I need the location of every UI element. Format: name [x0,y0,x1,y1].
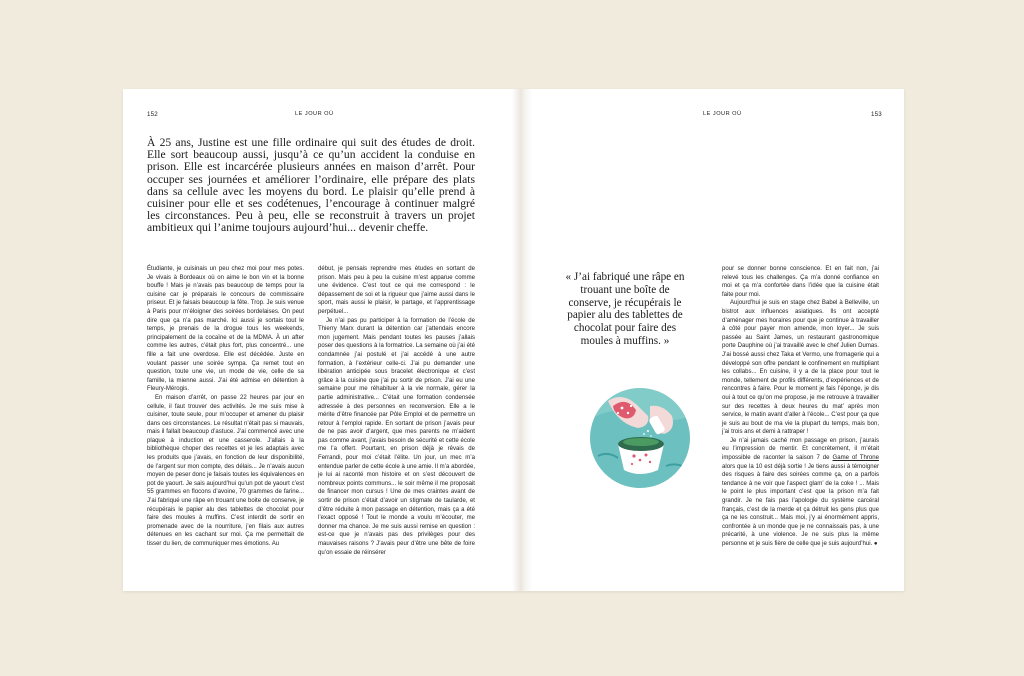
running-head-right: LE JOUR OÙ [703,111,742,117]
running-head-left: LE JOUR OÙ [295,111,334,117]
paragraph: En maison d’arrêt, on passe 22 heures par jour en cellule, il faut trouver des activités. Je me suis mise à cuisiner, toute seule, pour m’occuper et amener du plaisir dans ces circonstances. Le résultat n’était pas si mauvais, mais il fallait beaucoup d’astuce. J’ai commencé avec une plaque à induction et une casserole. J’allais à la bibliothèque choper des recettes et je les adaptais avec les produits que j’avais, en fonction de leur disponibilité, de l’argent sur mon compte, des délais... Je n’avais aucun moyen de peser donc je faisais toutes les équivalences en pot de yaourt. Je sais aujourd’hui qu’un pot de yaourt c’est 55 grammes en flocons d’avoine, 70 grammes de farine... J’ai fabriqué une râpe en trouant une boite de conserve, je récupérais le papier alu des tablettes de chocolat pour faire des moules à muffins. C’est interdit de sortir en promenade avec de la nourriture, j’en filais aux autres détenues en les cachant sur moi. Ça me permettait de tisser du lien, de communiquer mes émotions. Au [147,394,304,547]
paragraph: début, je pensais reprendre mes études en sortant de prison. Mais peu à peu la cuisine m’est apparue comme une évidence. C’est tout ce qui me correspond : le dépassement de soi et la rigueur que j’aime aussi dans le sport, mais aussi le plaisir, le partage, et l’apprentissage perpétuel... [318,266,475,315]
paragraph: Je n’ai pas pu participer à la formation de l’école de Thierry Marx durant la détention car j’attendais encore mon jugement. Mais pendant toutes les pauses j’allais poser des questions à la formatrice. La semaine où j’ai été condamnée j’ai postulé et j’ai accédé à une autre formation, à l’extérieur celle-ci. J’ai pu demander une libération anticipée sous bracelet électronique et c’est grâce à la cuisine que j’ai pu sortir de prison. J’ai eu une semaine pour me réhabituer à la vie normale, gérer la partie administrative... C’était une formation condensée adressée à des personnes en reconversion. Elle a le mérite d’être financée par Pôle Emploi et de permettre un retour à l’emploi rapide. En sortant de prison j’avais peur de ne pas avoir d’argent, que mes parents ne m’aident pas comme avant, j’avais besoin de sécurité et cette école me l’a offert. Pourtant, en prison déjà je rêvais de Ferrandi, pour moi c’était l’élite. Un jour, un mec m’a entendue parler de cette école à une amie. Il m’a abordée, je lui ai raconté mon histoire et on s’est découvert de nombreux points communs... le soir même il me proposait de financer mon cursus ! Une de mes craintes avant de sortir de prison c’était d’avoir un stigmate de taularde, et d’être réduite à mon passage en détention, mais ça a été l’exact opposé ! Tout le monde a voulu m’écouter, me donner ma chance. Je me suis aussi remise en question : est-ce que je n’avais pas des privilèges pour des mauvaises raisons ? J’avais peur d’être une bête de foire qu’on essaie de réinsérer [318,317,475,556]
article-lead: À 25 ans, Justine est une fille ordinaire qui suit des études de droit. Elle sort beaucoup aussi, jusqu’à ce qu’un accident la conduise en prison. Elle est incarcérée plusieurs années en maison d’arrêt. Pour occuper ses journées et améliorer l’ordinaire, elle prépare des plats dans sa cellule avec les moyens du bord. Le plaisir qu’elle prend à cuisiner pour elle et ses codétenues, l’encourage à continuer malgré les circonstances. Peu à peu, elle se reconstruit à travers un projet ambitieux qui l’anime toujours aujourd’hui... devenir cheffe. [147,136,475,235]
pull-quote: « J’ai fabriqué une râpe en trouant une boîte de conserve, je récupérais le papier alu des tablettes de chocolat pour faire des moules à muffins. » [565,271,685,347]
paragraph: pour se donner bonne conscience. Et en fait non, j’ai relevé tous les challenges. Ça m’a donné confiance en moi et ça m’a confortée dans l’idée que la cuisine était faite pour moi. [722,266,879,298]
paragraph: Étudiante, je cuisinais un peu chez moi pour mes potes. Je vivais à Bordeaux où on aime le bon vin et la bonne bouffe ! Mais je n’avais pas beaucoup de temps pour la cuisine car je préparais le concours de commissaire priseur. Et je faisais beaucoup la fête. Trop. Je suis venue à Paris pour m’éloigner des soirées bordelaises. On peut dire que ça n’a pas marché. Ici aussi je sortais tout le temps, je prenais de la drogue tous les weekends, principalement de la cocaïne et de la MDMA. À un after comme les autres, c’était plus fort, plus concentré... une fille a fait une overdose. Elle est décédée. Juste en voulant passer une soirée sympa. Ça remet tout en question, toute une vie, un mode de vie, celle de sa famille, la mienne aussi. J’ai été admise en détention à Fleury-Mérogis. [147,266,304,393]
column-2 [318,265,475,557]
right-page [515,89,904,591]
paragraph-text: Je n’ai jamais caché mon passage en prison, j’aurais eu l’impression de mentir. Et concrètement, il m’était impossible de raconter la saison 7 de [722,437,879,462]
column-1 [147,265,304,549]
paragraph-text: alors que la 10 est déjà sortie ! Je tiens aussi à témoigner des risques à faire des soirées comme ça, on a parfois tendance à ne voir que l’aspect glam’ de la coke ! ... Mais le point le plus important c’est que la prison m’a fait grandir. Je ne fais pas l’apologie du système carcéral français, c’est de la merde et ça détruit les gens plus que ça ne les construit... Mais moi, j’y ai énormément appris, confrontée à un monde que je ne connaissais pas, à une précarité, à une violence. Je ne suis plus la même personne et je suis fière de celle que je suis aujourd’hui. ● [722,463,879,547]
left-page [123,89,515,591]
page-number-right: 153 [871,111,882,118]
show-title: Game of Throne [832,455,880,462]
magazine-spread [123,89,904,591]
paragraph [722,437,879,549]
paragraph: Aujourd’hui je suis en stage chez Babel à Belleville, un bistrot aux influences asiatiques. Ils ont accepté d’aménager mes horaires pour que je continue à travailler à côté pour payer mon amende, mon loyer... Je suis passée au Saint James, un restaurant gastronomique porte Dauphine où j’ai travaillé avec le chef Julien Dumas. J’ai bossé aussi chez Taka et Vermo, une fromagerie qui a développé son offre pendant le confinement en multipliant les collabs... En cuisine, il y a de la place pour tout le monde, tellement de profils différents, d’expériences et de rencontres à faire. Pour le moment je fais l’éponge, je dis oui à tout ce qu’on me propose, je me retrouve à travailler sur des recettes à deux heures du mat’ après mon service, le matin avant d’aller à l’école... C’est pour ça que je suis au bout de ma vie la plupart du temps, mais bon, j’ai trois ans et demi à rattraper ! [722,300,879,436]
page-number-left: 152 [147,111,158,118]
column-3 [722,265,879,549]
cooking-illustration-icon [588,386,692,490]
